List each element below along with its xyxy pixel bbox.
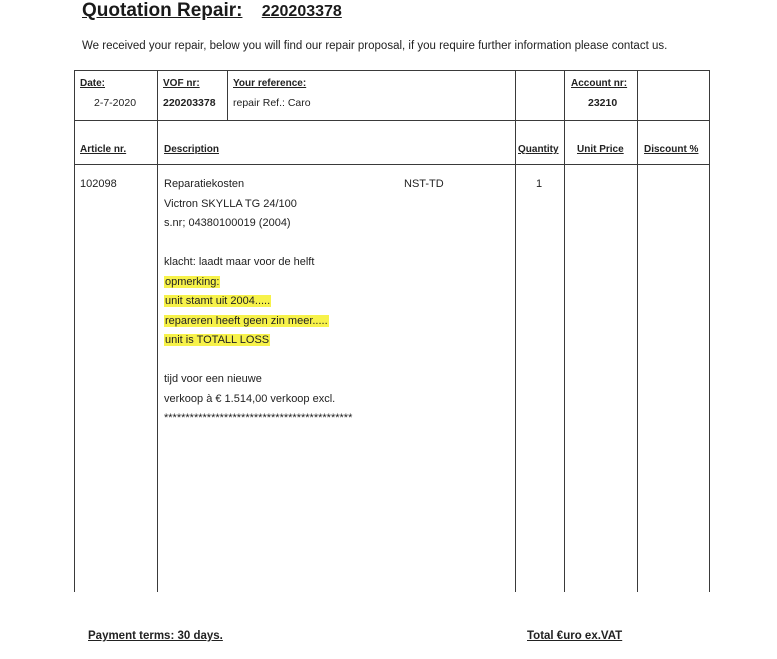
col-divider-quantity xyxy=(515,70,516,592)
description-line xyxy=(164,295,271,307)
item-quantity: 1 xyxy=(536,178,543,190)
header-row-divider xyxy=(74,164,710,165)
description-line xyxy=(164,373,262,385)
table-left-border xyxy=(74,70,75,592)
article-number: 102098 xyxy=(80,178,117,190)
info-row-divider xyxy=(74,120,710,121)
title-label: Quotation Repair: xyxy=(82,0,243,21)
intro-text: We received your repair, below you will find our repair proposal, if you require further information please contact us. xyxy=(82,40,668,52)
description-line xyxy=(164,178,244,190)
quotation-number: 220203378 xyxy=(261,3,342,20)
description-line xyxy=(164,393,335,405)
date-label: Date: xyxy=(80,78,106,89)
table-right-border xyxy=(709,70,710,592)
description-text: s.nr; 04380100019 (2004) xyxy=(164,217,291,229)
item-code: NST-TD xyxy=(404,178,444,190)
col-divider-article xyxy=(157,70,158,592)
col-divider-discount xyxy=(637,70,638,592)
description-line xyxy=(164,217,291,229)
account-value: 23210 xyxy=(588,97,618,109)
description-text: klacht: laadt maar voor de helft xyxy=(164,256,315,268)
vof-label: VOF nr: xyxy=(163,78,200,89)
column-header-description: Description xyxy=(164,144,220,155)
col-divider-unit-price xyxy=(564,70,565,592)
reference-label: Your reference: xyxy=(233,78,307,89)
highlighted-text: repareren heeft geen zin meer..... xyxy=(165,314,328,327)
date-value: 2-7-2020 xyxy=(94,97,137,109)
description-line xyxy=(164,315,329,327)
column-header-article: Article nr. xyxy=(80,144,127,155)
column-header-quantity: Quantity xyxy=(518,144,559,155)
description-text: Reparatiekosten xyxy=(164,178,245,190)
payment-terms: Payment terms: 30 days. xyxy=(88,630,223,642)
description-text: verkoop à € 1.514,00 verkoop excl. xyxy=(164,392,336,405)
vof-value: 220203378 xyxy=(163,97,216,109)
total-label: Total €uro ex.VAT xyxy=(527,630,623,642)
highlighted-text: unit stamt uit 2004..... xyxy=(165,295,271,307)
document-title xyxy=(82,0,342,22)
description-text: ******************************************** xyxy=(164,412,353,424)
description-line xyxy=(164,198,297,210)
column-header-unit-price: Unit Price xyxy=(577,144,624,155)
reference-value: repair Ref.: Caro xyxy=(233,97,311,109)
column-header-discount: Discount % xyxy=(644,144,699,155)
highlighted-text: opmerking: xyxy=(165,275,220,288)
account-label: Account nr: xyxy=(571,78,628,89)
description-line xyxy=(164,256,314,268)
table-top-border xyxy=(74,70,710,71)
col-divider-vof xyxy=(227,70,228,120)
description-line xyxy=(164,276,220,288)
description-text: tijd voor een nieuwe xyxy=(164,373,262,385)
description-line xyxy=(164,334,270,346)
highlighted-text: unit is TOTALL LOSS xyxy=(165,334,270,346)
description-line xyxy=(164,412,352,424)
description-text: Victron SKYLLA TG 24/100 xyxy=(164,197,297,210)
